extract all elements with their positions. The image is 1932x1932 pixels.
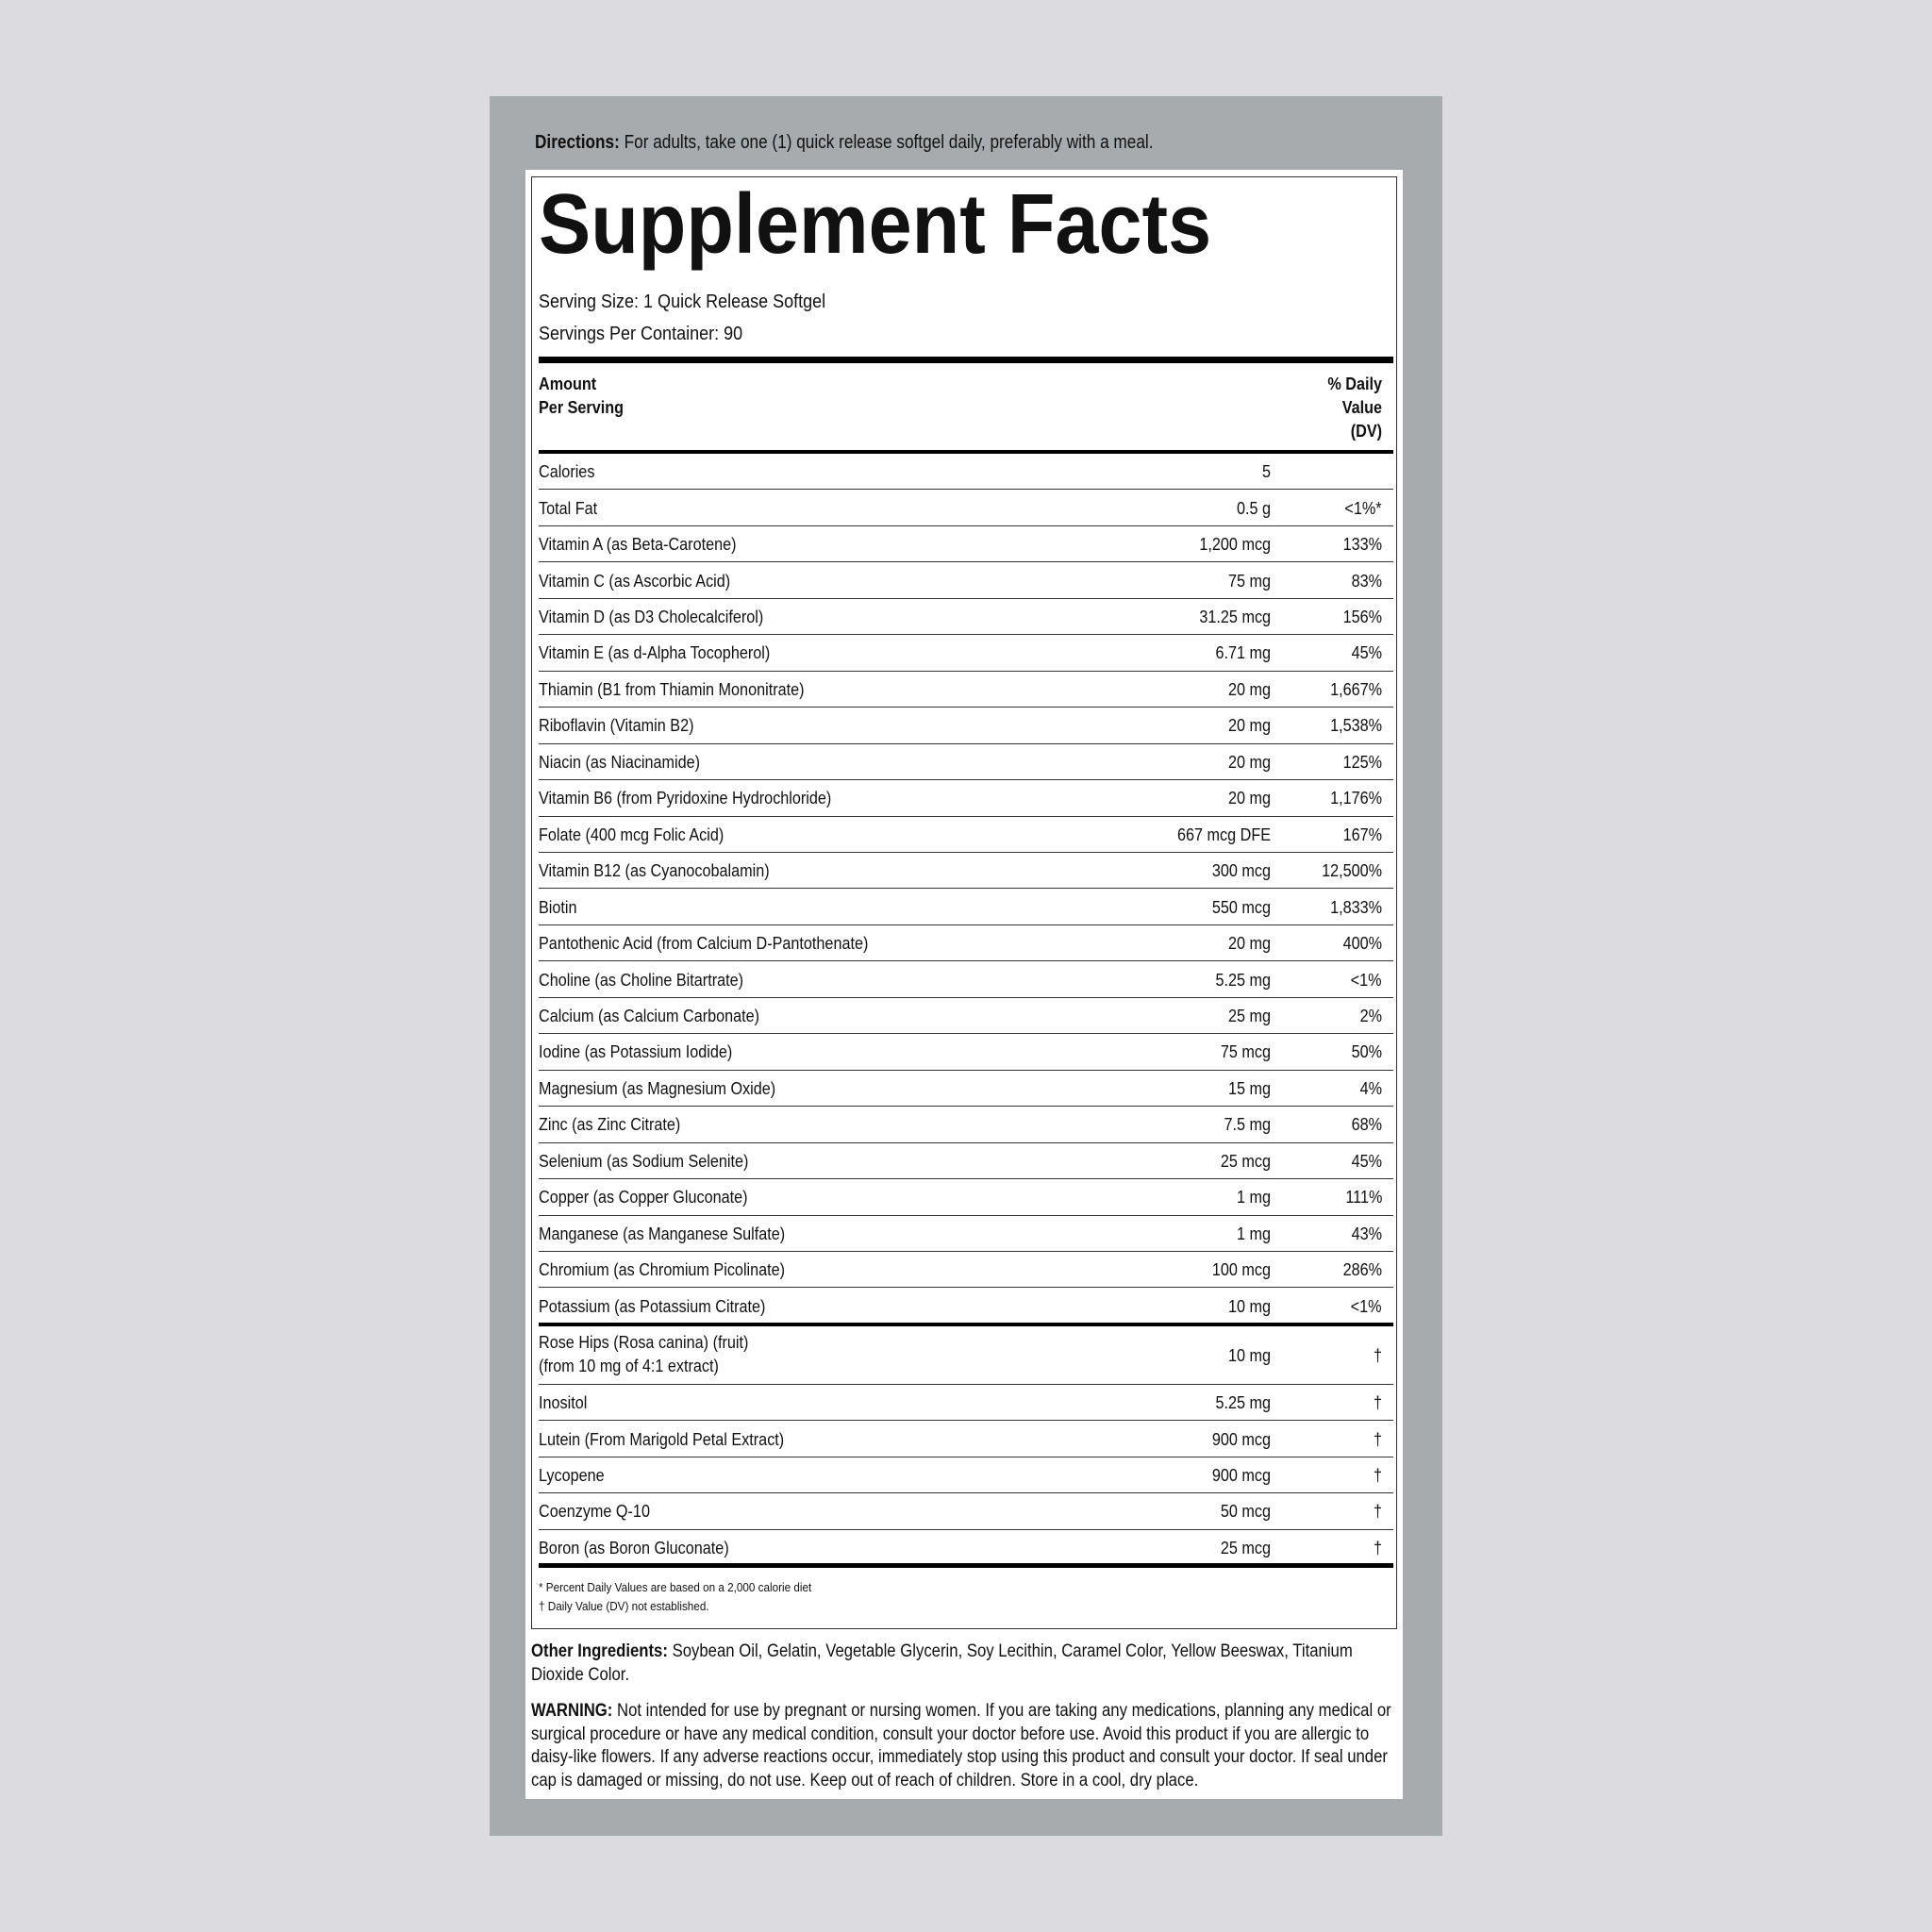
table-row: [539, 1530, 1393, 1566]
thick-divider-bottom: [539, 1563, 1393, 1568]
nutrient-name: Folate (400 mcg Folic Acid): [539, 824, 724, 844]
nutrient-name: Boron (as Boron Gluconate): [539, 1538, 729, 1557]
nutrient-amount: 1 mg: [1236, 1188, 1271, 1208]
nutrient-name: Potassium (as Potassium Citrate): [539, 1296, 766, 1316]
table-row: [539, 744, 1393, 780]
table-row: [539, 708, 1393, 743]
table-row: [539, 490, 1393, 525]
nutrient-amount: 20 mg: [1227, 789, 1271, 808]
nutrient-amount: 50 mcg: [1220, 1502, 1271, 1522]
table-row: [539, 635, 1393, 671]
table-row: [539, 889, 1393, 924]
nutrient-dv: †: [1373, 1465, 1382, 1485]
supplement-facts-title: Supplement Facts: [539, 177, 1212, 272]
nutrient-dv: †: [1373, 1502, 1382, 1522]
nutrient-amount: 25 mcg: [1220, 1538, 1271, 1557]
nutrient-dv: 400%: [1342, 934, 1382, 954]
nutrient-name: Inositol: [539, 1393, 588, 1413]
nutrient-name: Rose Hips (Rosa canina) (fruit): [539, 1333, 749, 1352]
nutrient-dv: 167%: [1342, 824, 1382, 844]
nutrient-name-detail: (from 10 mg of 4:1 extract): [539, 1357, 719, 1375]
other-ingredients-label: Other Ingredients:: [531, 1641, 668, 1661]
nutrient-dv: 2%: [1359, 1007, 1382, 1026]
nutrient-dv: 156%: [1342, 608, 1382, 627]
nutrient-name: Thiamin (B1 from Thiamin Mononitrate): [539, 679, 805, 699]
nutrient-name: Vitamin B6 (from Pyridoxine Hydrochloride): [539, 789, 832, 808]
table-row: [539, 1493, 1393, 1529]
nutrient-amount: 6.71 mg: [1215, 643, 1271, 663]
nutrient-dv: 1,667%: [1330, 679, 1382, 699]
table-row: [539, 1179, 1393, 1215]
table-row: [539, 1107, 1393, 1142]
daily-value-header: [1327, 373, 1382, 443]
servings-per-container: Servings Per Container: 90: [539, 324, 743, 344]
header-per-serving: Per Serving: [539, 398, 625, 417]
nutrient-dv: 286%: [1342, 1260, 1382, 1280]
nutrient-amount: 7.5 mg: [1224, 1115, 1271, 1135]
nutrient-dv: 133%: [1342, 535, 1382, 555]
nutrient-name: Lutein (From Marigold Petal Extract): [539, 1429, 785, 1449]
nutrient-rows-a: [539, 454, 1393, 1324]
header-daily: % Daily: [1327, 375, 1382, 393]
nutrient-name: Vitamin A (as Beta-Carotene): [539, 535, 737, 555]
table-row: [539, 526, 1393, 562]
nutrient-dv: <1%: [1351, 970, 1382, 990]
nutrient-amount: 900 mcg: [1211, 1465, 1271, 1485]
nutrient-amount: 75 mg: [1227, 571, 1271, 591]
nutrient-name: Vitamin B12 (as Cyanocobalamin): [539, 861, 770, 881]
other-ingredients: [531, 1641, 1394, 1687]
nutrient-name: Chromium (as Chromium Picolinate): [539, 1260, 786, 1280]
nutrient-name: Calories: [539, 462, 595, 482]
nutrient-name: Manganese (as Manganese Sulfate): [539, 1224, 786, 1243]
nutrient-dv: 50%: [1351, 1042, 1382, 1062]
nutrient-name: Pantothenic Acid (from Calcium D-Pantothenate): [539, 934, 869, 954]
table-row: [539, 1252, 1393, 1288]
nutrient-dv: 1,176%: [1330, 789, 1382, 808]
nutrient-dv: †: [1373, 1346, 1382, 1365]
nutrient-dv: 1,538%: [1330, 716, 1382, 736]
nutrient-amount: 20 mg: [1227, 679, 1271, 699]
nutrient-amount: 1 mg: [1236, 1224, 1271, 1243]
nutrient-name: Iodine (as Potassium Iodide): [539, 1042, 733, 1062]
warning: [531, 1700, 1394, 1792]
table-row: [539, 998, 1393, 1034]
nutrient-rows-b: [539, 1385, 1393, 1566]
nutrient-amount: 5.25 mg: [1215, 970, 1271, 990]
header-value: Value: [1341, 398, 1382, 417]
nutrient-dv: 43%: [1351, 1224, 1382, 1243]
nutrient-dv: 68%: [1351, 1115, 1382, 1135]
nutrient-dv: †: [1373, 1393, 1382, 1413]
nutrient-amount: 20 mg: [1227, 716, 1271, 736]
nutrient-name: Lycopene: [539, 1465, 605, 1485]
table-row: [539, 1143, 1393, 1179]
nutrient-dv: 12,500%: [1322, 861, 1382, 881]
table-row: [539, 562, 1393, 598]
nutrient-amount: 10 mg: [1227, 1346, 1271, 1365]
table-row-rose-hips: [539, 1326, 1393, 1385]
nutrient-dv: †: [1373, 1429, 1382, 1449]
nutrient-name: Choline (as Choline Bitartrate): [539, 970, 744, 990]
nutrient-name: Total Fat: [539, 498, 598, 518]
nutrient-dv: 125%: [1342, 752, 1382, 772]
nutrient-amount: 10 mg: [1227, 1296, 1271, 1316]
nutrient-name: Biotin: [539, 897, 577, 917]
nutrient-amount: 25 mg: [1227, 1007, 1271, 1026]
nutrient-dv: †: [1373, 1538, 1382, 1557]
thick-divider-top: [539, 357, 1393, 363]
table-row: [539, 925, 1393, 961]
footnote-dv-not-established: † Daily Value (DV) not established.: [539, 1599, 709, 1613]
amount-per-serving-header: [539, 373, 624, 420]
other-ingredients-text: Soybean Oil, Gelatin, Vegetable Glycerin, Soy Lecithin, Caramel Color, Yellow Beeswax, Titanium Dioxide Color.: [531, 1641, 1353, 1685]
nutrient-name: Vitamin E (as d-Alpha Tocopherol): [539, 643, 771, 663]
nutrient-amount: 20 mg: [1227, 752, 1271, 772]
table-row: [539, 1288, 1393, 1324]
nutrient-dv: 1,833%: [1330, 897, 1382, 917]
table-row: [539, 853, 1393, 889]
nutrient-amount: 31.25 mcg: [1199, 608, 1271, 627]
nutrient-amount: 15 mg: [1227, 1078, 1271, 1098]
nutrient-amount: 5: [1261, 462, 1271, 482]
nutrient-name: Selenium (as Sodium Selenite): [539, 1151, 749, 1171]
nutrient-amount: 5.25 mg: [1215, 1393, 1271, 1413]
nutrient-dv: 45%: [1351, 1151, 1382, 1171]
nutrient-name: Zinc (as Zinc Citrate): [539, 1115, 681, 1135]
nutrient-amount: 667 mcg DFE: [1176, 824, 1271, 844]
header-dv: (DV): [1350, 422, 1382, 441]
nutrient-dv: <1%: [1351, 1296, 1382, 1316]
nutrient-amount: 1,200 mcg: [1199, 535, 1271, 555]
nutrient-dv: 83%: [1351, 571, 1382, 591]
table-row: [539, 1034, 1393, 1070]
nutrient-name: Niacin (as Niacinamide): [539, 752, 701, 772]
nutrient-amount: 75 mcg: [1220, 1042, 1271, 1062]
nutrient-name: Coenzyme Q-10: [539, 1502, 650, 1522]
serving-size: Serving Size: 1 Quick Release Softgel: [539, 291, 826, 312]
table-row: [539, 672, 1393, 708]
nutrient-amount: 25 mcg: [1220, 1151, 1271, 1171]
nutrient-name: Vitamin C (as Ascorbic Acid): [539, 571, 731, 591]
warning-text: Not intended for use by pregnant or nursing women. If you are taking any medications, planning any medical or surgical procedure or have any medical condition, consult your doctor before use. Avoid this product if you are allergic to daisy-like flowers. If any adverse reactions occur, immediately stop using this product and consult your doctor. If seal under cap is damaged or missing, do not use. Keep out of reach of children. Store in a cool, dry place.: [531, 1701, 1391, 1790]
nutrient-dv: 4%: [1359, 1078, 1382, 1098]
nutrient-name: Calcium (as Calcium Carbonate): [539, 1007, 760, 1026]
table-row: [539, 1216, 1393, 1252]
directions-text: For adults, take one (1) quick release softgel daily, preferably with a meal.: [619, 132, 1154, 153]
warning-label: WARNING:: [531, 1701, 613, 1721]
nutrient-amount: 300 mcg: [1211, 861, 1271, 881]
table-row: [539, 780, 1393, 816]
table-row: [539, 1421, 1393, 1457]
nutrient-amount: 900 mcg: [1211, 1429, 1271, 1449]
nutrient-amount: 100 mcg: [1211, 1260, 1271, 1280]
directions: [535, 129, 1297, 156]
nutrient-name: Vitamin D (as D3 Cholecalciferol): [539, 608, 764, 627]
table-row: [539, 599, 1393, 635]
directions-label: Directions:: [535, 132, 620, 153]
nutrient-name: Magnesium (as Magnesium Oxide): [539, 1078, 776, 1098]
nutrient-name: Riboflavin (Vitamin B2): [539, 716, 694, 736]
table-row: [539, 454, 1393, 490]
table-row: [539, 817, 1393, 853]
nutrient-dv: 111%: [1344, 1188, 1382, 1208]
header-amount: Amount: [539, 375, 597, 393]
nutrient-dv: 45%: [1351, 643, 1382, 663]
nutrient-dv: <1%*: [1344, 498, 1382, 518]
table-row: [539, 1385, 1393, 1421]
table-row: [539, 1457, 1393, 1493]
nutrient-name: Copper (as Copper Gluconate): [539, 1188, 748, 1208]
footnote-percent-dv: * Percent Daily Values are based on a 2,000 calorie diet: [539, 1580, 812, 1594]
table-row: [539, 1071, 1393, 1107]
nutrient-amount: 20 mg: [1227, 934, 1271, 954]
table-row: [539, 961, 1393, 997]
nutrient-amount: 0.5 g: [1236, 498, 1271, 518]
nutrient-amount: 550 mcg: [1211, 897, 1271, 917]
